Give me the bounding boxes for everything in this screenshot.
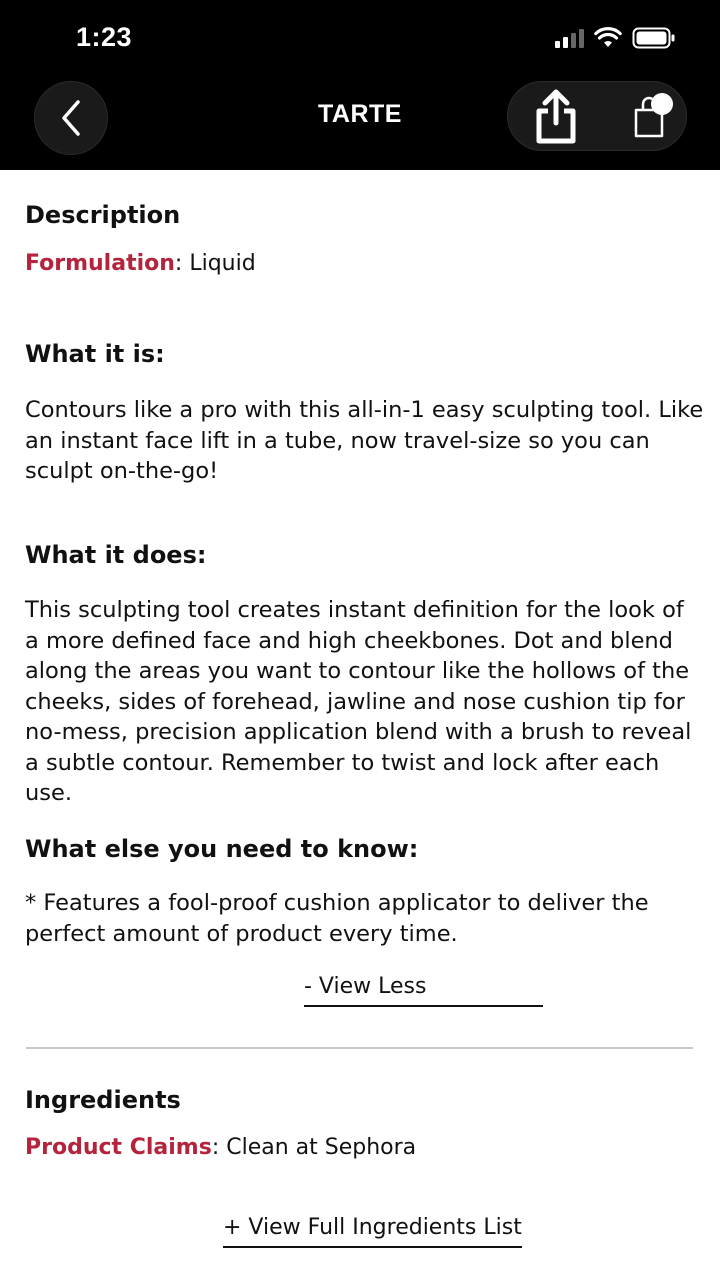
- top-bar: [0, 0, 720, 170]
- what-it-does-line: a subtle contour. Remember to twist and lock after each: [25, 749, 660, 776]
- description-heading: Description: [25, 201, 181, 229]
- signal-icon: [555, 28, 584, 48]
- what-it-does-line: a more defined face and high cheekbones. Dot and blend: [25, 627, 673, 654]
- what-it-does-text: [25, 595, 705, 809]
- what-it-is-text: [25, 395, 705, 487]
- what-it-does-line: cheeks, sides of forehead, jawline and nose cushion tip for: [25, 688, 685, 715]
- what-it-is-heading: What it is:: [25, 340, 165, 368]
- wifi-icon: [594, 27, 622, 49]
- what-it-does-line: This sculpting tool creates instant definition for the look of: [25, 597, 684, 623]
- page-title: TARTE: [318, 100, 402, 128]
- need-to-know-heading: What else you need to know:: [25, 835, 419, 863]
- what-it-does-line: no-mess, precision application blend with a brush to reveal: [25, 719, 692, 745]
- basket-button[interactable]: [626, 90, 676, 144]
- what-it-does-line: use.: [25, 780, 72, 806]
- product-claims-value: : Clean at Sephora: [211, 1135, 417, 1160]
- what-it-does-heading: What it does:: [25, 541, 207, 569]
- action-pill: [507, 81, 687, 151]
- section-divider: [26, 1047, 693, 1049]
- view-less-link[interactable]: - View Less: [304, 974, 543, 1007]
- share-icon: [533, 89, 579, 145]
- shopping-bag-icon: [628, 92, 674, 142]
- view-full-ingredients-link[interactable]: + View Full Ingredients List: [223, 1215, 522, 1248]
- product-claims-row: [25, 1135, 416, 1160]
- what-it-does-line: along the areas you want to contour like the hollows of the: [25, 658, 690, 684]
- ingredients-heading: Ingredients: [25, 1086, 181, 1114]
- what-it-is-line: an instant face lift in a tube, now travel-size so you can: [25, 427, 650, 454]
- product-claims-label: Product Claims: [25, 1135, 212, 1160]
- need-to-know-line: * Features a fool-proof cushion applicator to deliver the: [25, 890, 649, 916]
- share-button[interactable]: [528, 88, 584, 146]
- status-icons: [555, 27, 676, 49]
- need-to-know-text: [25, 888, 705, 949]
- need-to-know-line: perfect amount of product every time.: [25, 920, 458, 947]
- battery-icon: [632, 27, 676, 49]
- formulation-value: : Liquid: [174, 251, 256, 276]
- formulation-row: [25, 251, 256, 276]
- what-it-is-line: sculpt on-the-go!: [25, 458, 219, 484]
- status-time: 1:23: [76, 22, 133, 52]
- formulation-label: Formulation: [25, 251, 175, 276]
- what-it-is-line: Contours like a pro with this all-in-1 easy sculpting tool. Like: [25, 397, 704, 423]
